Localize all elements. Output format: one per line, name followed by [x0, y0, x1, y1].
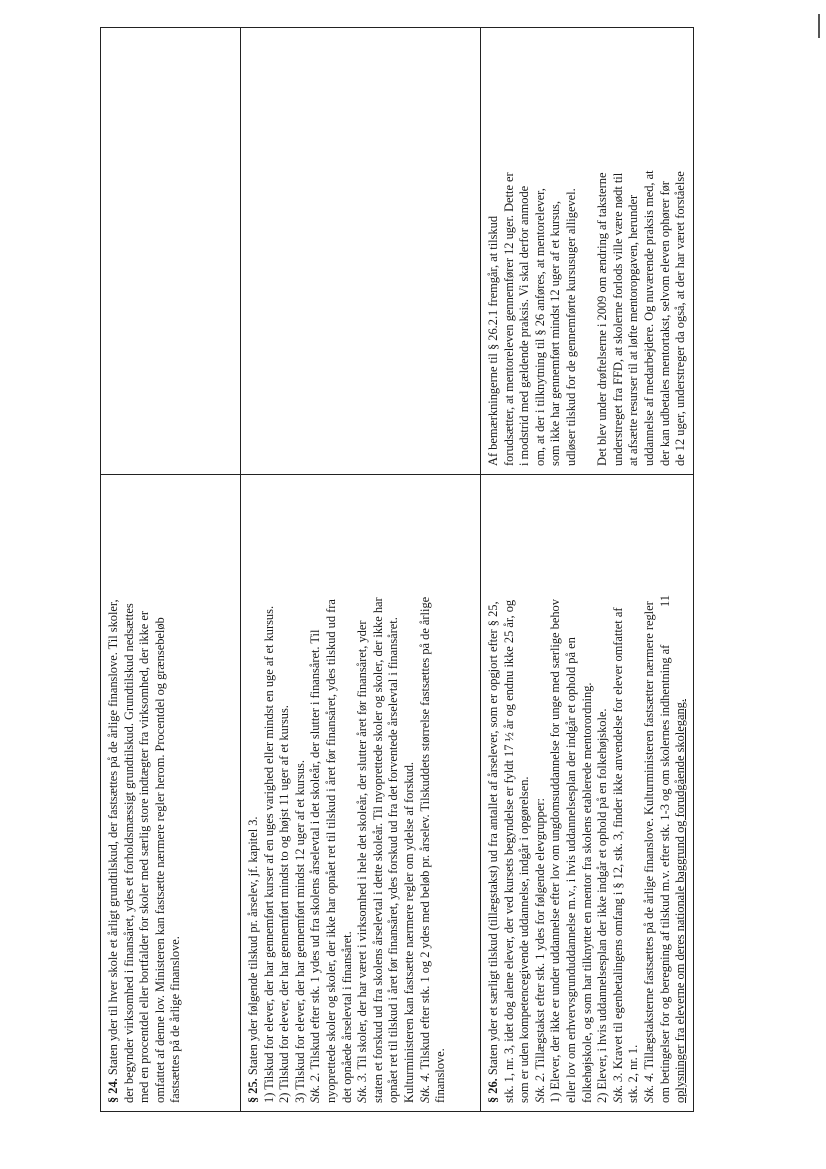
comment-line: udløser tilskud for de gennemførte kursusuger alligevel.	[563, 188, 578, 466]
table-row	[481, 28, 694, 1112]
rotated-page-content	[100, 62, 688, 1112]
table-row	[241, 28, 481, 1112]
section-26-line: om betingelser for og beregning af tilskud m.v. efter stk. 1-3 og om skolernes indhentning af	[657, 644, 672, 1103]
section-26-line: som er uden kompetencegivende uddannelse, indgår i opgørelsen.	[517, 776, 532, 1103]
section-24-line: omfattet af denne lov. Ministeren kan fastsætte nærmere regler herom. Procentdel og grænsebeløb	[152, 617, 167, 1103]
comment-line: Af bemærkningerne til § 26.2.1 fremgår, at tilskud	[486, 215, 500, 466]
section-26-line: stk. 1, nr. 3, idet dog alene elever, der ved kursets begyndelse er fyldt 17 ½ år og endnu ikke 25 år, og	[501, 599, 516, 1103]
section-24-cell	[101, 475, 241, 1112]
subsection-marker: Stk. 4.	[417, 1072, 432, 1103]
comment-line: i modstrid med gældende praksis. Vi skal derfor anmode	[517, 185, 532, 466]
comment-cell-25	[241, 28, 481, 475]
comment-cell-26	[481, 28, 694, 475]
section-25-line: Stk. 4. Tilskud efter stk. 1 og 2 ydes med beløb pr. årselev. Tilskuddets størrelse fastsættes på de årlige	[417, 596, 432, 1103]
section-24-line: der begynder virksomhed i finansåret, ydes et forholdsmæssigt grundtilskud. Grundtilskud nedsættes	[121, 603, 136, 1103]
section-26-line: folkehøjskole, og som har tilknyttet en mentor fra skolens etablerede mentorordning.	[579, 682, 594, 1103]
section-26-line: Staten yder et særligt tilskud (tillægstakst) ud fra antallet af årselever, som er opgjort efter § 25,	[486, 601, 500, 1076]
subsection-marker: Stk. 2.	[532, 1072, 547, 1103]
section-26-cell	[481, 475, 694, 1112]
section-25-line: finanslove.	[433, 1048, 448, 1103]
comment-line: at afsætte resurser til at løfte mentoropgaven, herunder	[626, 194, 641, 466]
section-26-line: 2) Elever, i hvis uddannelsesplan der ikke indgår et ophold på en folkehøjskole.	[595, 708, 610, 1103]
section-25-line: det opnåede årselevtal i finansåret.	[339, 931, 354, 1103]
table-row	[101, 28, 241, 1112]
section-25-heading: § 25.	[246, 1078, 260, 1103]
section-24-line: Staten yder til hver skole et årligt grundtilskud, der fastsættes på de årlige finanslove. Til skoler,	[106, 599, 120, 1076]
comment-line: uddannelse af medarbejdere. Og nuværende praksis med, at	[641, 170, 656, 466]
comment-paragraph-gap	[580, 36, 596, 466]
legal-comments-table	[100, 27, 694, 1112]
comment-line: Det blev under drøftelserne i 2009 om ændring af taksterne	[595, 172, 610, 466]
comment-line: som ikke har gennemført mindst 12 uger af et kursus,	[548, 201, 563, 466]
comment-cell-24	[101, 28, 241, 475]
subsection-marker: Stk. 4.	[641, 1072, 656, 1103]
section-24-line: fastsættes på de årlige finanslove.	[168, 936, 183, 1103]
section-26-line: Stk. 2. Tillægstakst efter stk. 1 ydes for følgende elevgrupper:	[532, 798, 547, 1103]
subsection-marker: Stk. 3.	[610, 1072, 625, 1103]
section-26-line: stk. 2, nr. 1.	[626, 1044, 641, 1103]
section-25-line: Stk. 3. Til skoler, der har været i virksomhed i hele det skoleår, der slutter året før finansåret, yder	[355, 620, 370, 1103]
section-25-line: 1) Tilskud for elever, der har gennemført kurser af en uges varighed eller mindst en uge af et kursus.	[261, 605, 276, 1103]
subsection-marker: Stk. 2.	[308, 1072, 323, 1103]
section-25-line: 2) Tilskud for elever, der har gennemført mindst to og højst 11 uger af et kursus.	[277, 705, 292, 1103]
section-24-heading: § 24.	[106, 1078, 120, 1103]
section-26-line: Stk. 4. Tillægstaksterne fastsættes på de årlige finanslove. Kulturministeren fastsætter nærmere regler	[641, 601, 656, 1103]
comment-line: forudsætter, at mentoreleven gennemfører 12 uger. Dette er	[501, 172, 516, 466]
section-25-line: staten et forskud ud fra skolens årselevtal i dette skoleår. Til nyoprettede skoler og skoler, der ikke har	[370, 597, 385, 1103]
section-25-cell	[241, 475, 481, 1112]
comment-line: de 12 uger, understreger da også, at der har været forståelse	[673, 171, 688, 466]
scan-edge-mark	[818, 14, 820, 38]
section-26-line: oplysninger fra eleverne om deres nationale baggrund og forudgående skolegang.	[673, 699, 688, 1103]
section-26-line: 1) Elever, der ikke er under uddannelse efter lov om ungdomsuddannelse for unge med særlige behov	[548, 599, 563, 1103]
section-24-line: med en procentdel eller bortfalder for skoler med særlig store indtægter fra virksomhed, der ikke er	[137, 610, 152, 1103]
section-25-line: Staten yder følgende tilskud pr. årselev, jf. kapitel 3.	[246, 816, 260, 1076]
section-26-line: Stk. 3. Kravet til egenbetalingens omfang i § 12, stk. 3, finder ikke anvendelse for elever omfattet af	[610, 607, 625, 1103]
comment-line: der kan udbetales mentortakst, selvom eleven ophører før	[657, 181, 672, 466]
section-25-line: 3) Tilskud for elever, der har gennemført mindst 12 uger af et kursus.	[292, 760, 307, 1103]
section-25-line: Stk. 2. Tilskud efter stk. 1 ydes ud fra skolens årselevtal i det skoleår, der slutter i finansåret. Til	[308, 629, 323, 1103]
page-number: 11	[658, 595, 672, 607]
comment-line: om, at der i tilknytning til § 26 anføres, at mentorelever,	[532, 188, 547, 466]
section-25-line: nyoprettede skoler og skoler, der ikke har opnået ret til tilskud i året før finansåret, ydes tilskud ud fra	[323, 599, 338, 1103]
comment-line: understreget fra FFD, at skolerne forlods ville være nødt til	[610, 172, 625, 466]
section-25-line: opnået ret til tilskud i året før finansåret, ydes forskud ud fra det forventede årselevtal i finansåret.	[386, 617, 401, 1103]
section-26-heading: § 26.	[486, 1078, 500, 1103]
section-25-line: Kulturministeren kan fastsætte nærmere regler om ydelse af forskud.	[401, 762, 416, 1103]
subsection-marker: Stk. 3.	[355, 1072, 370, 1103]
section-26-line: eller lov om erhvervsgrunduddannelse m.v., i hvis uddannelsesplan der indgår et ophold på en	[563, 637, 578, 1103]
